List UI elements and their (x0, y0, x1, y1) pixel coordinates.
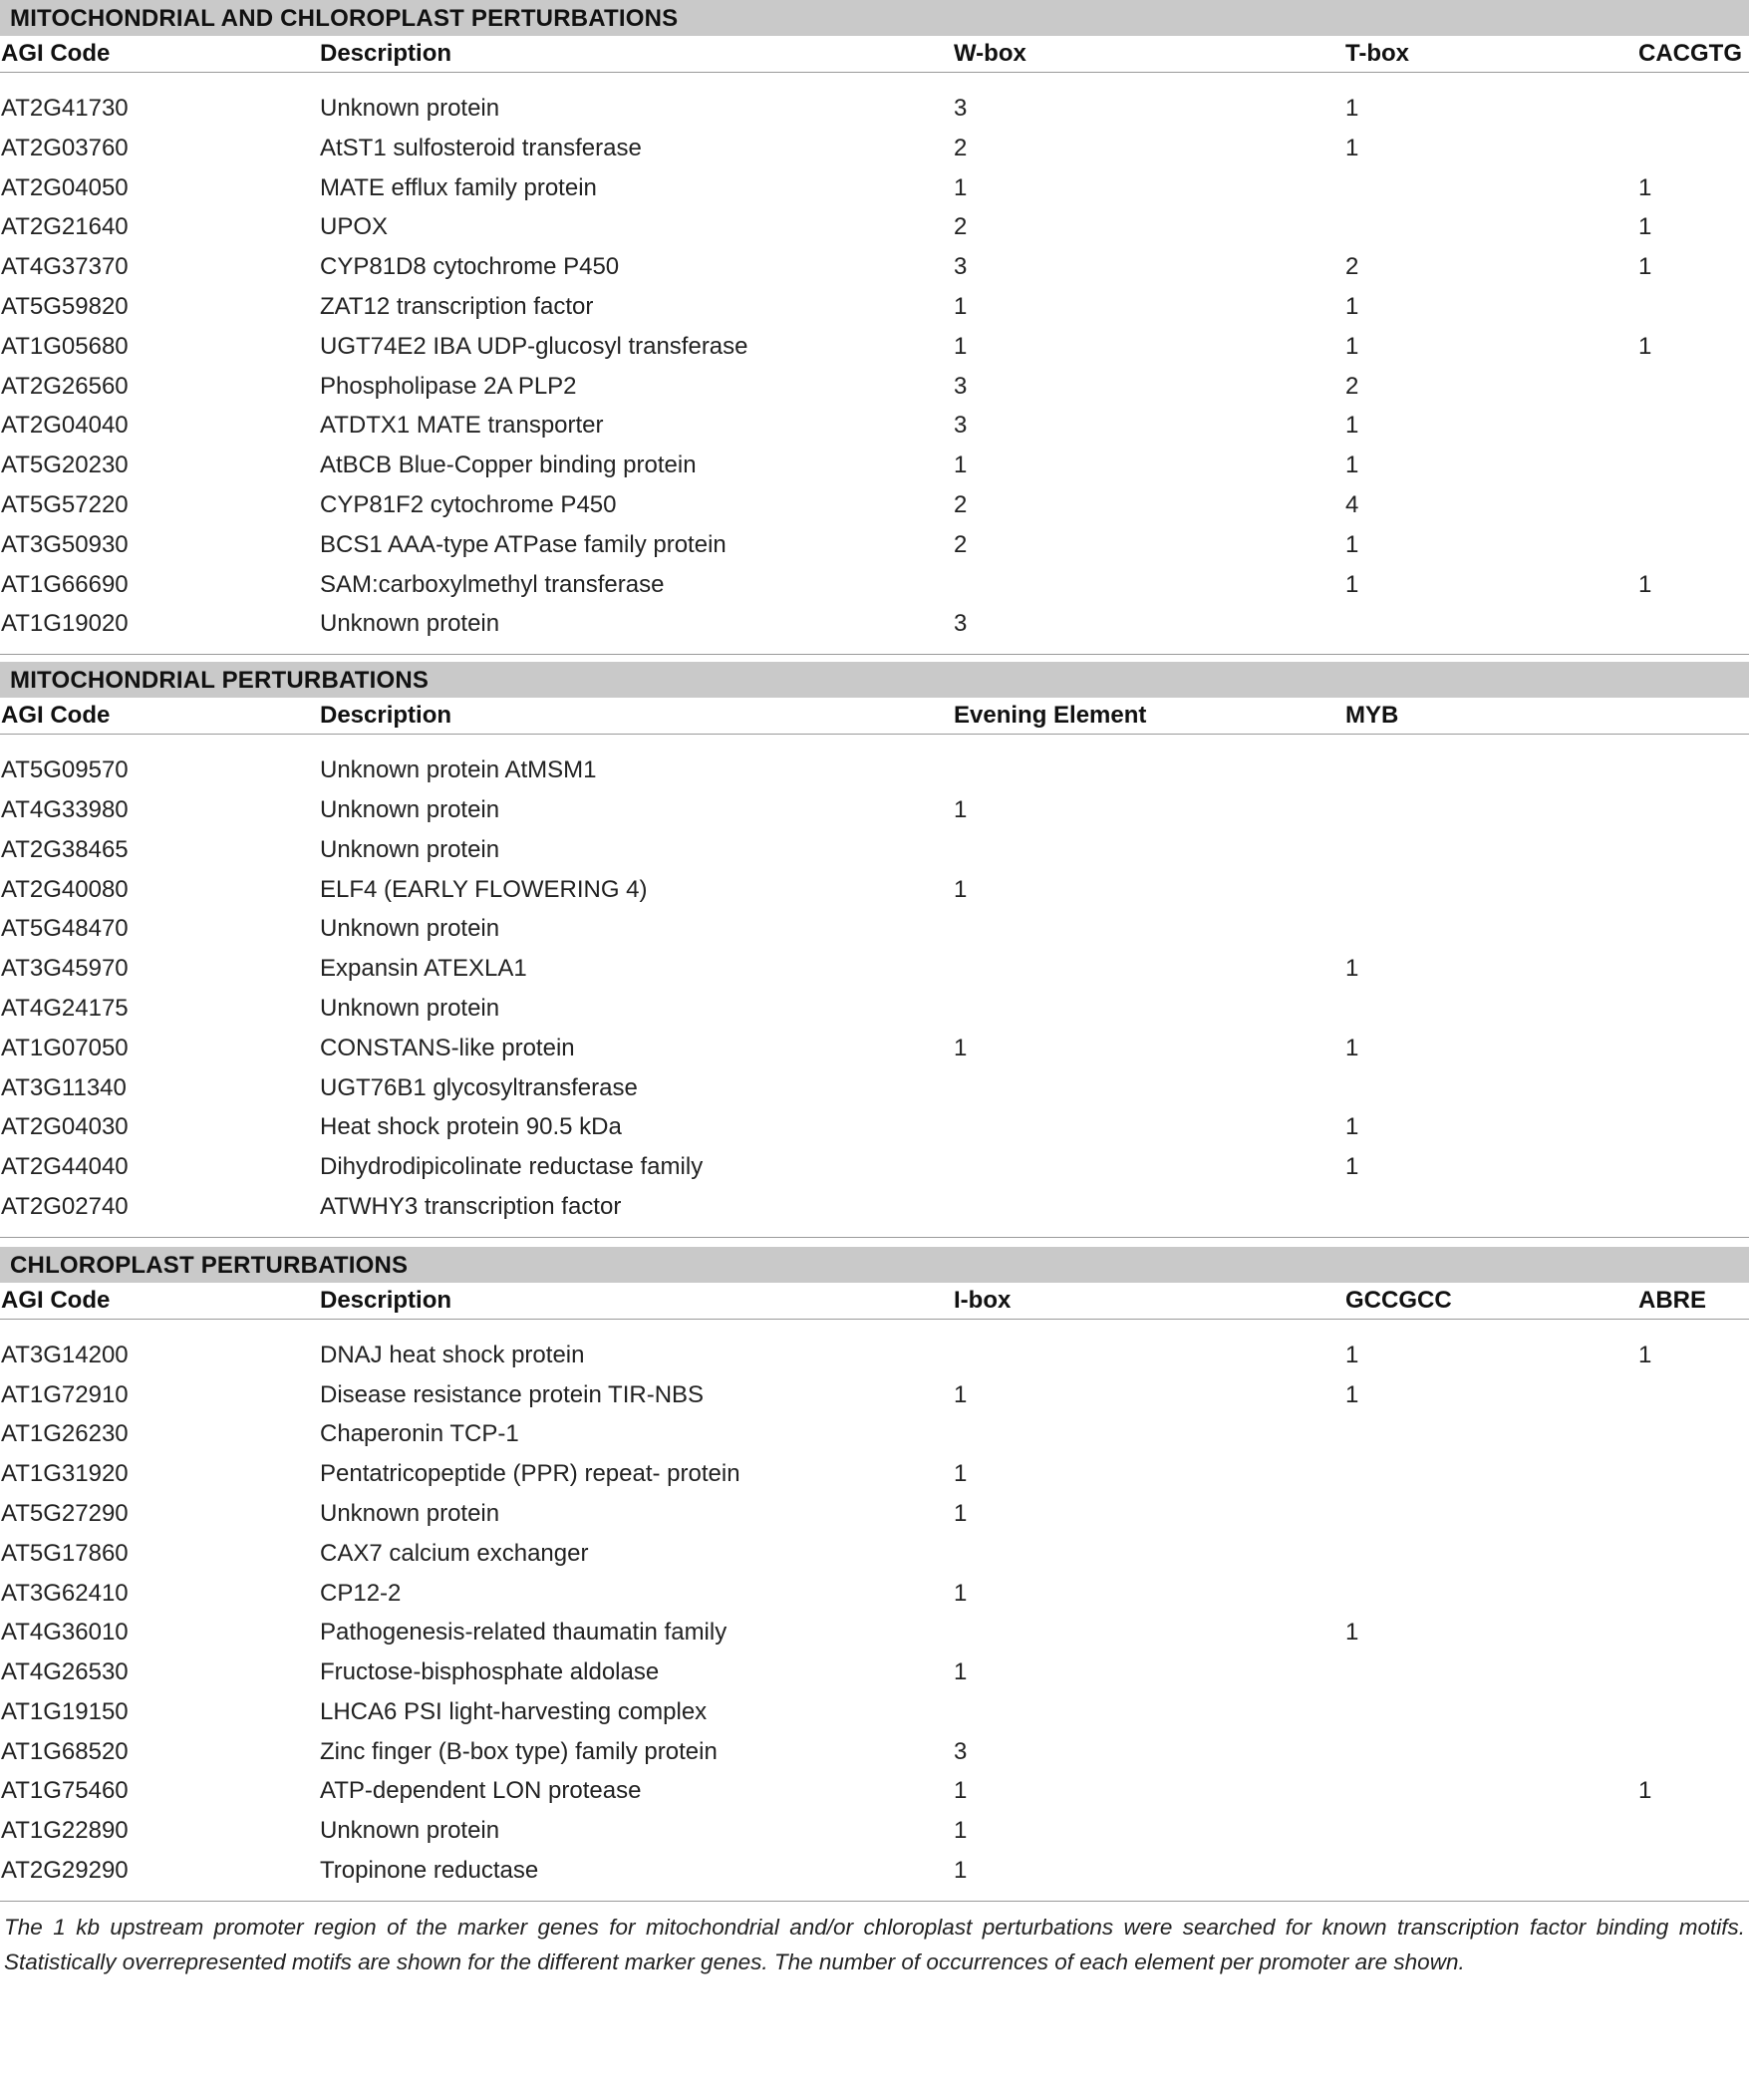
agi-code-cell: AT3G50930 (1, 530, 129, 558)
table-row (0, 89, 1749, 129)
agi-code-cell: AT1G66690 (1, 570, 129, 598)
table-row (0, 327, 1749, 367)
description-cell: Disease resistance protein TIR-NBS (320, 1380, 705, 1408)
motif-count-cell: 1 (954, 173, 968, 201)
description-cell: ATDTX1 MATE transporter (320, 412, 604, 440)
table-row (0, 1107, 1749, 1147)
table-row (0, 1613, 1749, 1652)
agi-code-cell: AT1G26230 (1, 1420, 129, 1448)
motif-count-cell: 3 (954, 372, 968, 400)
agi-code-cell: AT3G14200 (1, 1341, 129, 1368)
agi-code-cell: AT5G17860 (1, 1539, 129, 1567)
description-cell: MATE efflux family protein (320, 173, 597, 201)
description-cell: AtST1 sulfosteroid transferase (320, 134, 642, 161)
motif-count-cell: 1 (1345, 1619, 1359, 1647)
table-row (0, 989, 1749, 1029)
column-header-row (0, 698, 1749, 734)
table-row (0, 1732, 1749, 1772)
motif-count-cell: 1 (1345, 955, 1359, 983)
agi-code-cell: AT1G05680 (1, 332, 129, 360)
agi-code-cell: AT1G19020 (1, 610, 129, 638)
description-cell: Pentatricopeptide (PPR) repeat- protein (320, 1460, 740, 1488)
motif-count-cell: 3 (954, 1737, 968, 1765)
table-row (0, 207, 1749, 247)
motif-count-cell: 1 (1345, 134, 1359, 161)
description-cell: CAX7 calcium exchanger (320, 1539, 589, 1567)
motif-count-cell: 1 (1345, 332, 1359, 360)
description-cell: CYP81F2 cytochrome P450 (320, 490, 617, 518)
motif-count-cell: 1 (1638, 1341, 1652, 1368)
description-cell: Unknown protein (320, 795, 500, 823)
description-cell: ATWHY3 transcription factor (320, 1192, 622, 1220)
table-row (0, 830, 1749, 870)
agi-code-cell: AT4G36010 (1, 1619, 129, 1647)
motif-count-cell: 1 (1638, 253, 1652, 281)
description-cell: Unknown protein (320, 610, 500, 638)
column-header: Evening Element (954, 702, 1147, 730)
description-cell: UGT76B1 glycosyltransferase (320, 1073, 638, 1101)
motif-count-cell: 4 (1345, 490, 1359, 518)
motif-count-cell: 1 (1345, 1153, 1359, 1181)
table-row (0, 129, 1749, 168)
section-rule (0, 1237, 1749, 1238)
motif-count-cell: 1 (954, 1658, 968, 1686)
table-row (0, 168, 1749, 208)
description-cell: Dihydrodipicolinate reductase family (320, 1153, 704, 1181)
table-row (0, 1336, 1749, 1375)
column-header: T-box (1345, 40, 1409, 67)
motif-count-cell: 2 (954, 490, 968, 518)
agi-code-cell: AT2G03760 (1, 134, 129, 161)
agi-code-cell: AT1G19150 (1, 1697, 129, 1725)
table-row (0, 525, 1749, 565)
description-cell: Chaperonin TCP-1 (320, 1420, 519, 1448)
table-row (0, 750, 1749, 790)
table-row (0, 247, 1749, 287)
motif-count-cell: 1 (954, 1817, 968, 1845)
agi-code-cell: AT2G44040 (1, 1153, 129, 1181)
agi-code-cell: AT2G04040 (1, 412, 129, 440)
motif-count-cell: 1 (1638, 1777, 1652, 1805)
description-cell: Tropinone reductase (320, 1857, 539, 1885)
table-caption: The 1 kb upstream promoter region of the marker genes for mitochondrial and/or chloroplast perturbations were searched for known transcription factor binding motifs. Statistically overrepresented motifs are shown for the different marker genes. The number of occurrences of each element per promoter are shown. (4, 1914, 1745, 1974)
column-header: ABRE (1638, 1286, 1707, 1314)
agi-code-cell: AT1G72910 (1, 1380, 129, 1408)
agi-code-cell: AT2G04050 (1, 173, 129, 201)
motif-count-cell: 1 (1345, 570, 1359, 598)
column-header: MYB (1345, 702, 1399, 730)
motif-count-cell: 3 (954, 412, 968, 440)
agi-code-cell: AT4G26530 (1, 1658, 129, 1686)
motif-count-cell: 2 (954, 213, 968, 241)
motif-count-cell: 1 (954, 1579, 968, 1607)
description-cell: UPOX (320, 213, 389, 241)
motif-count-cell: 1 (1638, 332, 1652, 360)
motif-count-cell: 1 (1345, 530, 1359, 558)
agi-code-cell: AT1G07050 (1, 1034, 129, 1061)
agi-code-cell: AT4G24175 (1, 994, 129, 1022)
table-row (0, 949, 1749, 989)
motif-count-cell: 2 (1345, 372, 1359, 400)
motif-count-cell: 2 (954, 134, 968, 161)
description-cell: Unknown protein AtMSM1 (320, 756, 597, 784)
motif-count-cell: 1 (1345, 451, 1359, 479)
column-header: Description (320, 40, 452, 67)
table-body (0, 735, 1749, 1237)
table-body (0, 73, 1749, 654)
motif-count-cell: 1 (1345, 95, 1359, 122)
column-header: GCCGCC (1345, 1286, 1452, 1314)
column-header-row (0, 1283, 1749, 1319)
description-cell: ZAT12 transcription factor (320, 292, 594, 320)
description-cell: Pathogenesis-related thaumatin family (320, 1619, 728, 1647)
motif-count-cell: 1 (954, 292, 968, 320)
motif-count-cell: 1 (954, 451, 968, 479)
agi-code-cell: AT2G04030 (1, 1113, 129, 1141)
section-chloro (0, 1247, 1749, 1902)
description-cell: ELF4 (EARLY FLOWERING 4) (320, 875, 648, 903)
description-cell: Fructose-bisphosphate aldolase (320, 1658, 660, 1686)
motif-count-cell: 1 (954, 1777, 968, 1805)
motif-count-cell: 1 (954, 1460, 968, 1488)
motif-count-cell: 2 (1345, 253, 1359, 281)
table-row (0, 446, 1749, 485)
section-rule (0, 654, 1749, 655)
table-row (0, 565, 1749, 605)
table-row (0, 604, 1749, 644)
table-row (0, 909, 1749, 949)
description-cell: Phospholipase 2A PLP2 (320, 372, 577, 400)
agi-code-cell: AT2G41730 (1, 95, 129, 122)
description-cell: AtBCB Blue-Copper binding protein (320, 451, 697, 479)
table-row (0, 406, 1749, 446)
agi-code-cell: AT2G40080 (1, 875, 129, 903)
motif-count-cell: 1 (954, 795, 968, 823)
description-cell: Unknown protein (320, 95, 500, 122)
section-title: MITOCHONDRIAL AND CHLOROPLAST PERTURBATIONS (0, 0, 1749, 36)
column-header: AGI Code (1, 702, 111, 730)
column-header: CACGTG (1638, 40, 1742, 67)
agi-code-cell: AT1G22890 (1, 1817, 129, 1845)
motif-count-cell: 1 (954, 875, 968, 903)
section-title: CHLOROPLAST PERTURBATIONS (0, 1247, 1749, 1283)
description-cell: UGT74E2 IBA UDP-glucosyl transferase (320, 332, 748, 360)
table-row (0, 1652, 1749, 1692)
table-row (0, 1187, 1749, 1227)
motif-count-cell: 1 (954, 1380, 968, 1408)
table-row (0, 1811, 1749, 1851)
motif-count-cell: 3 (954, 253, 968, 281)
agi-code-cell: AT1G68520 (1, 1737, 129, 1765)
agi-code-cell: AT5G09570 (1, 756, 129, 784)
section-mito (0, 662, 1749, 1238)
description-cell: LHCA6 PSI light-harvesting complex (320, 1697, 708, 1725)
agi-code-cell: AT3G45970 (1, 955, 129, 983)
section-title: MITOCHONDRIAL PERTURBATIONS (0, 662, 1749, 698)
agi-code-cell: AT5G57220 (1, 490, 129, 518)
motif-count-cell: 1 (1638, 173, 1652, 201)
table-row (0, 1414, 1749, 1454)
table-row (0, 1534, 1749, 1574)
table-row (0, 1068, 1749, 1108)
description-cell: CP12-2 (320, 1579, 402, 1607)
motif-count-cell: 1 (1345, 412, 1359, 440)
description-cell: BCS1 AAA-type ATPase family protein (320, 530, 727, 558)
description-cell: CONSTANS-like protein (320, 1034, 575, 1061)
description-cell: SAM:carboxylmethyl transferase (320, 570, 665, 598)
agi-code-cell: AT3G11340 (1, 1073, 127, 1101)
motif-count-cell: 1 (1345, 1380, 1359, 1408)
agi-code-cell: AT2G02740 (1, 1192, 129, 1220)
agi-code-cell: AT3G62410 (1, 1579, 129, 1607)
table-row (0, 1494, 1749, 1534)
agi-code-cell: AT1G31920 (1, 1460, 129, 1488)
description-cell: Zinc finger (B-box type) family protein (320, 1737, 718, 1765)
table-row (0, 1851, 1749, 1891)
table-row (0, 870, 1749, 910)
column-header: Description (320, 702, 452, 730)
table-row (0, 1029, 1749, 1068)
description-cell: DNAJ heat shock protein (320, 1341, 585, 1368)
table-row (0, 1771, 1749, 1811)
column-header: Description (320, 1286, 452, 1314)
column-header: AGI Code (1, 1286, 111, 1314)
agi-code-cell: AT5G59820 (1, 292, 129, 320)
table-row (0, 1692, 1749, 1732)
agi-code-cell: AT5G20230 (1, 451, 129, 479)
agi-code-cell: AT1G75460 (1, 1777, 129, 1805)
table-row (0, 287, 1749, 327)
description-cell: CYP81D8 cytochrome P450 (320, 253, 620, 281)
motif-count-cell: 3 (954, 610, 968, 638)
table-row (0, 1375, 1749, 1415)
description-cell: Unknown protein (320, 1499, 500, 1527)
motif-count-cell: 2 (954, 530, 968, 558)
agi-code-cell: AT2G21640 (1, 213, 129, 241)
agi-code-cell: AT4G37370 (1, 253, 129, 281)
motif-count-cell: 1 (1638, 570, 1652, 598)
description-cell: Unknown protein (320, 915, 500, 943)
description-cell: Heat shock protein 90.5 kDa (320, 1113, 622, 1141)
motif-count-cell: 1 (954, 1857, 968, 1885)
motif-count-cell: 1 (1345, 292, 1359, 320)
table-row (0, 1147, 1749, 1187)
column-header: AGI Code (1, 40, 111, 67)
agi-code-cell: AT4G33980 (1, 795, 129, 823)
agi-code-cell: AT5G48470 (1, 915, 129, 943)
agi-code-cell: AT2G29290 (1, 1857, 129, 1885)
agi-code-cell: AT2G26560 (1, 372, 129, 400)
description-cell: Unknown protein (320, 994, 500, 1022)
table-row (0, 1454, 1749, 1494)
column-header: I-box (954, 1286, 1012, 1314)
motif-count-cell: 1 (954, 1034, 968, 1061)
column-header: W-box (954, 40, 1026, 67)
agi-code-cell: AT2G38465 (1, 835, 129, 863)
section-mito-chloro (0, 0, 1749, 655)
motif-count-cell: 3 (954, 95, 968, 122)
motif-count-cell: 1 (954, 1499, 968, 1527)
description-cell: Unknown protein (320, 1817, 500, 1845)
column-header-row (0, 36, 1749, 72)
motif-count-cell: 1 (1345, 1034, 1359, 1061)
motif-count-cell: 1 (1345, 1113, 1359, 1141)
table-row (0, 790, 1749, 830)
agi-code-cell: AT5G27290 (1, 1499, 129, 1527)
table-body (0, 1320, 1749, 1901)
motif-count-cell: 1 (1638, 213, 1652, 241)
description-cell: Unknown protein (320, 835, 500, 863)
table-row (0, 367, 1749, 407)
description-cell: Expansin ATEXLA1 (320, 955, 527, 983)
table-row (0, 485, 1749, 525)
description-cell: ATP-dependent LON protease (320, 1777, 642, 1805)
motif-count-cell: 1 (1345, 1341, 1359, 1368)
table-row (0, 1574, 1749, 1614)
motif-count-cell: 1 (954, 332, 968, 360)
